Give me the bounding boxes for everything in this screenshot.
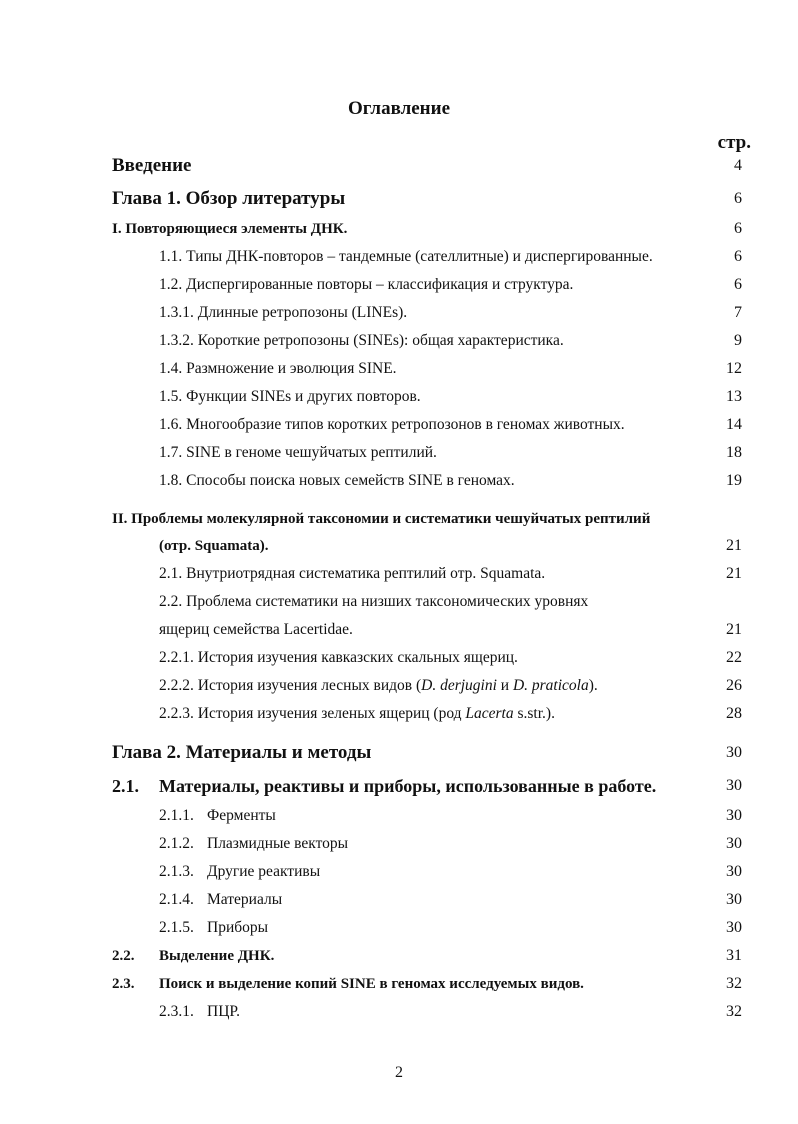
section-number: 2.1.3. [159,863,194,880]
section-title: Материалы, реактивы и приборы, использованные в работе. [159,776,657,796]
toc-entry-page: 7 [734,304,742,321]
toc-entry-page: 30 [726,835,742,852]
section-title: Ферменты [207,807,276,824]
section-number: 2.1.2. [159,835,194,852]
toc-entry-page: 18 [726,444,742,461]
toc-entry-label [112,944,274,968]
toc-entry-page: 19 [726,472,742,489]
toc-entry-ch2-2-1-1[interactable] [0,804,798,828]
toc-entry-1-5[interactable] [0,385,798,409]
section-title: Другие реактивы [207,863,321,880]
label-text: s.str.). [513,705,555,722]
toc-entry-label: II. Проблемы молекулярной таксономии и систематики чешуйчатых рептилий [112,511,651,527]
toc-entry-label: I. Повторяющиеся элементы ДНК. [112,221,348,237]
species-name: D. praticola [512,677,589,694]
section-number: 2.3. [112,976,135,992]
toc-entry-2-2[interactable] [0,590,798,614]
toc-entry-label [159,832,348,856]
toc-entry-label: 1.4. Размножение и эволюция SINE. [159,360,397,377]
toc-entry-page: 13 [726,388,742,405]
section-number: 2.1.5. [159,919,194,936]
toc-entry-label: 2.2. Проблема систематики на низших таксономических уровнях [159,593,589,610]
label-text: и [496,677,513,694]
toc-entry-page: 31 [726,947,742,964]
section-number: 2.1.4. [159,891,194,908]
toc-entry-page: 28 [726,705,742,722]
genus-name: Lacerta [465,705,514,722]
toc-entry-page: 30 [726,744,742,761]
toc-title: Оглавление [347,98,451,119]
toc-entry-page: 22 [726,649,742,666]
toc-entry-label [112,774,656,798]
toc-entry-label: 1.6. Многообразие типов коротких ретропозонов в геномах животных. [159,416,625,433]
label-text: 2.2.3. История изучения зеленых ящериц (род [159,705,466,722]
toc-entry-label: 1.3.1. Длинные ретропозоны (LINEs). [159,304,408,321]
toc-entry-page: 32 [726,975,742,992]
toc-entry-label [159,674,598,698]
toc-entry-label: Введение [112,155,192,176]
toc-entry-label [112,972,584,996]
toc-entry-label [159,1000,240,1024]
toc-entry-2-2-2[interactable] [0,674,798,698]
toc-entry-page: 21 [726,565,742,582]
toc-entry-ch2-2-1-2[interactable] [0,832,798,856]
toc-entry-page: 12 [726,360,742,377]
toc-entry-label: (отр. Squamata). [159,538,269,554]
toc-entry-label: 2.2.1. История изучения кавказских скальных ящериц. [159,649,518,666]
toc-entry-2-2-1[interactable] [0,646,798,670]
toc-entry-page: 6 [734,248,742,265]
toc-entry-label: ящериц семейства Lacertidae. [159,621,353,638]
toc-entry-ch2-2-1-3[interactable] [0,860,798,884]
toc-entry-1-8[interactable] [0,469,798,493]
toc-entry-label: 1.5. Функции SINEs и других повторов. [159,388,421,405]
toc-entry-2-1[interactable] [0,562,798,586]
species-name: D. derjugini [421,677,497,694]
toc-entry-part-2[interactable] [0,507,798,531]
toc-entry-label: 2.1. Внутриотрядная систематика рептилий отр. Squamata. [159,565,546,582]
toc-entry-chapter-2[interactable] [0,741,798,765]
section-number: 2.1.1. [159,807,194,824]
toc-entry-part-1[interactable] [0,217,798,241]
section-number: 2.2. [112,948,135,964]
toc-entry-1-4[interactable] [0,357,798,381]
toc-entry-page: 30 [726,777,742,794]
toc-entry-chapter-1[interactable] [0,187,798,211]
toc-entry-page: 14 [726,416,742,433]
toc-entry-label [159,860,320,884]
toc-entry-page: 30 [726,807,742,824]
toc-entry-page: 30 [726,891,742,908]
toc-entry-ch2-2-1-4[interactable] [0,888,798,912]
page-number: 2 [395,1064,403,1081]
toc-entry-1-2[interactable] [0,273,798,297]
toc-entry-label: Глава 2. Материалы и методы [112,742,372,763]
toc-entry-label: 1.8. Способы поиска новых семейств SINE в геномах. [159,472,515,489]
toc-entry-page: 4 [734,157,742,174]
section-number: 2.1. [112,776,139,796]
section-number: 2.3.1. [159,1003,194,1020]
toc-entry-page: 6 [734,190,742,207]
toc-entry-label [159,804,276,828]
section-title: Материалы [207,891,283,908]
toc-entry-label: 1.1. Типы ДНК-повторов – тандемные (сателлитные) и диспергированные. [159,248,653,265]
toc-entry-page: 30 [726,919,742,936]
toc-entry-page: 9 [734,332,742,349]
toc-entry-introduction[interactable] [0,154,798,178]
toc-entry-label [159,702,555,726]
toc-entry-page: 26 [726,677,742,694]
toc-entry-page: 32 [726,1003,742,1020]
section-title: Выделение ДНК. [159,948,275,964]
toc-entry-page: 6 [734,220,742,237]
toc-entry-part-2-continued[interactable] [0,534,798,558]
label-text: ). [588,677,598,694]
toc-entry-page: 21 [726,621,742,638]
toc-entry-page: 30 [726,863,742,880]
toc-entry-ch2-2-1[interactable] [0,774,798,798]
toc-entry-2-2-continued[interactable] [0,618,798,642]
toc-entry-1-6[interactable] [0,413,798,437]
section-title: Поиск и выделение копий SINE в геномах исследуемых видов. [159,976,584,992]
toc-entry-1-3-2[interactable] [0,329,798,353]
label-text: 2.2.2. История изучения лесных видов ( [159,677,422,694]
toc-entry-1-1[interactable] [0,245,798,269]
toc-entry-1-7[interactable] [0,441,798,465]
page-column-header: стр. [717,132,751,153]
toc-entry-label: 1.7. SINE в геноме чешуйчатых рептилий. [159,444,437,461]
toc-entry-ch2-2-3-1[interactable] [0,1000,798,1024]
toc-entry-label: 1.3.2. Короткие ретропозоны (SINEs): общая характеристика. [159,332,564,349]
toc-entry-page: 21 [726,537,742,554]
section-title: Плазмидные векторы [207,835,349,852]
toc-entry-2-2-3[interactable] [0,702,798,726]
toc-entry-label [159,888,282,912]
section-title: Приборы [207,919,269,936]
toc-entry-1-3-1[interactable] [0,301,798,325]
toc-entry-page: 6 [734,276,742,293]
toc-entry-ch2-2-2[interactable] [0,944,798,968]
toc-entry-label: 1.2. Диспергированные повторы – классификация и структура. [159,276,574,293]
toc-entry-ch2-2-1-5[interactable] [0,916,798,940]
toc-entry-ch2-2-3[interactable] [0,972,798,996]
toc-entry-label: Глава 1. Обзор литературы [112,188,346,209]
toc-entry-label [159,916,268,940]
section-title: ПЦР. [207,1003,240,1020]
